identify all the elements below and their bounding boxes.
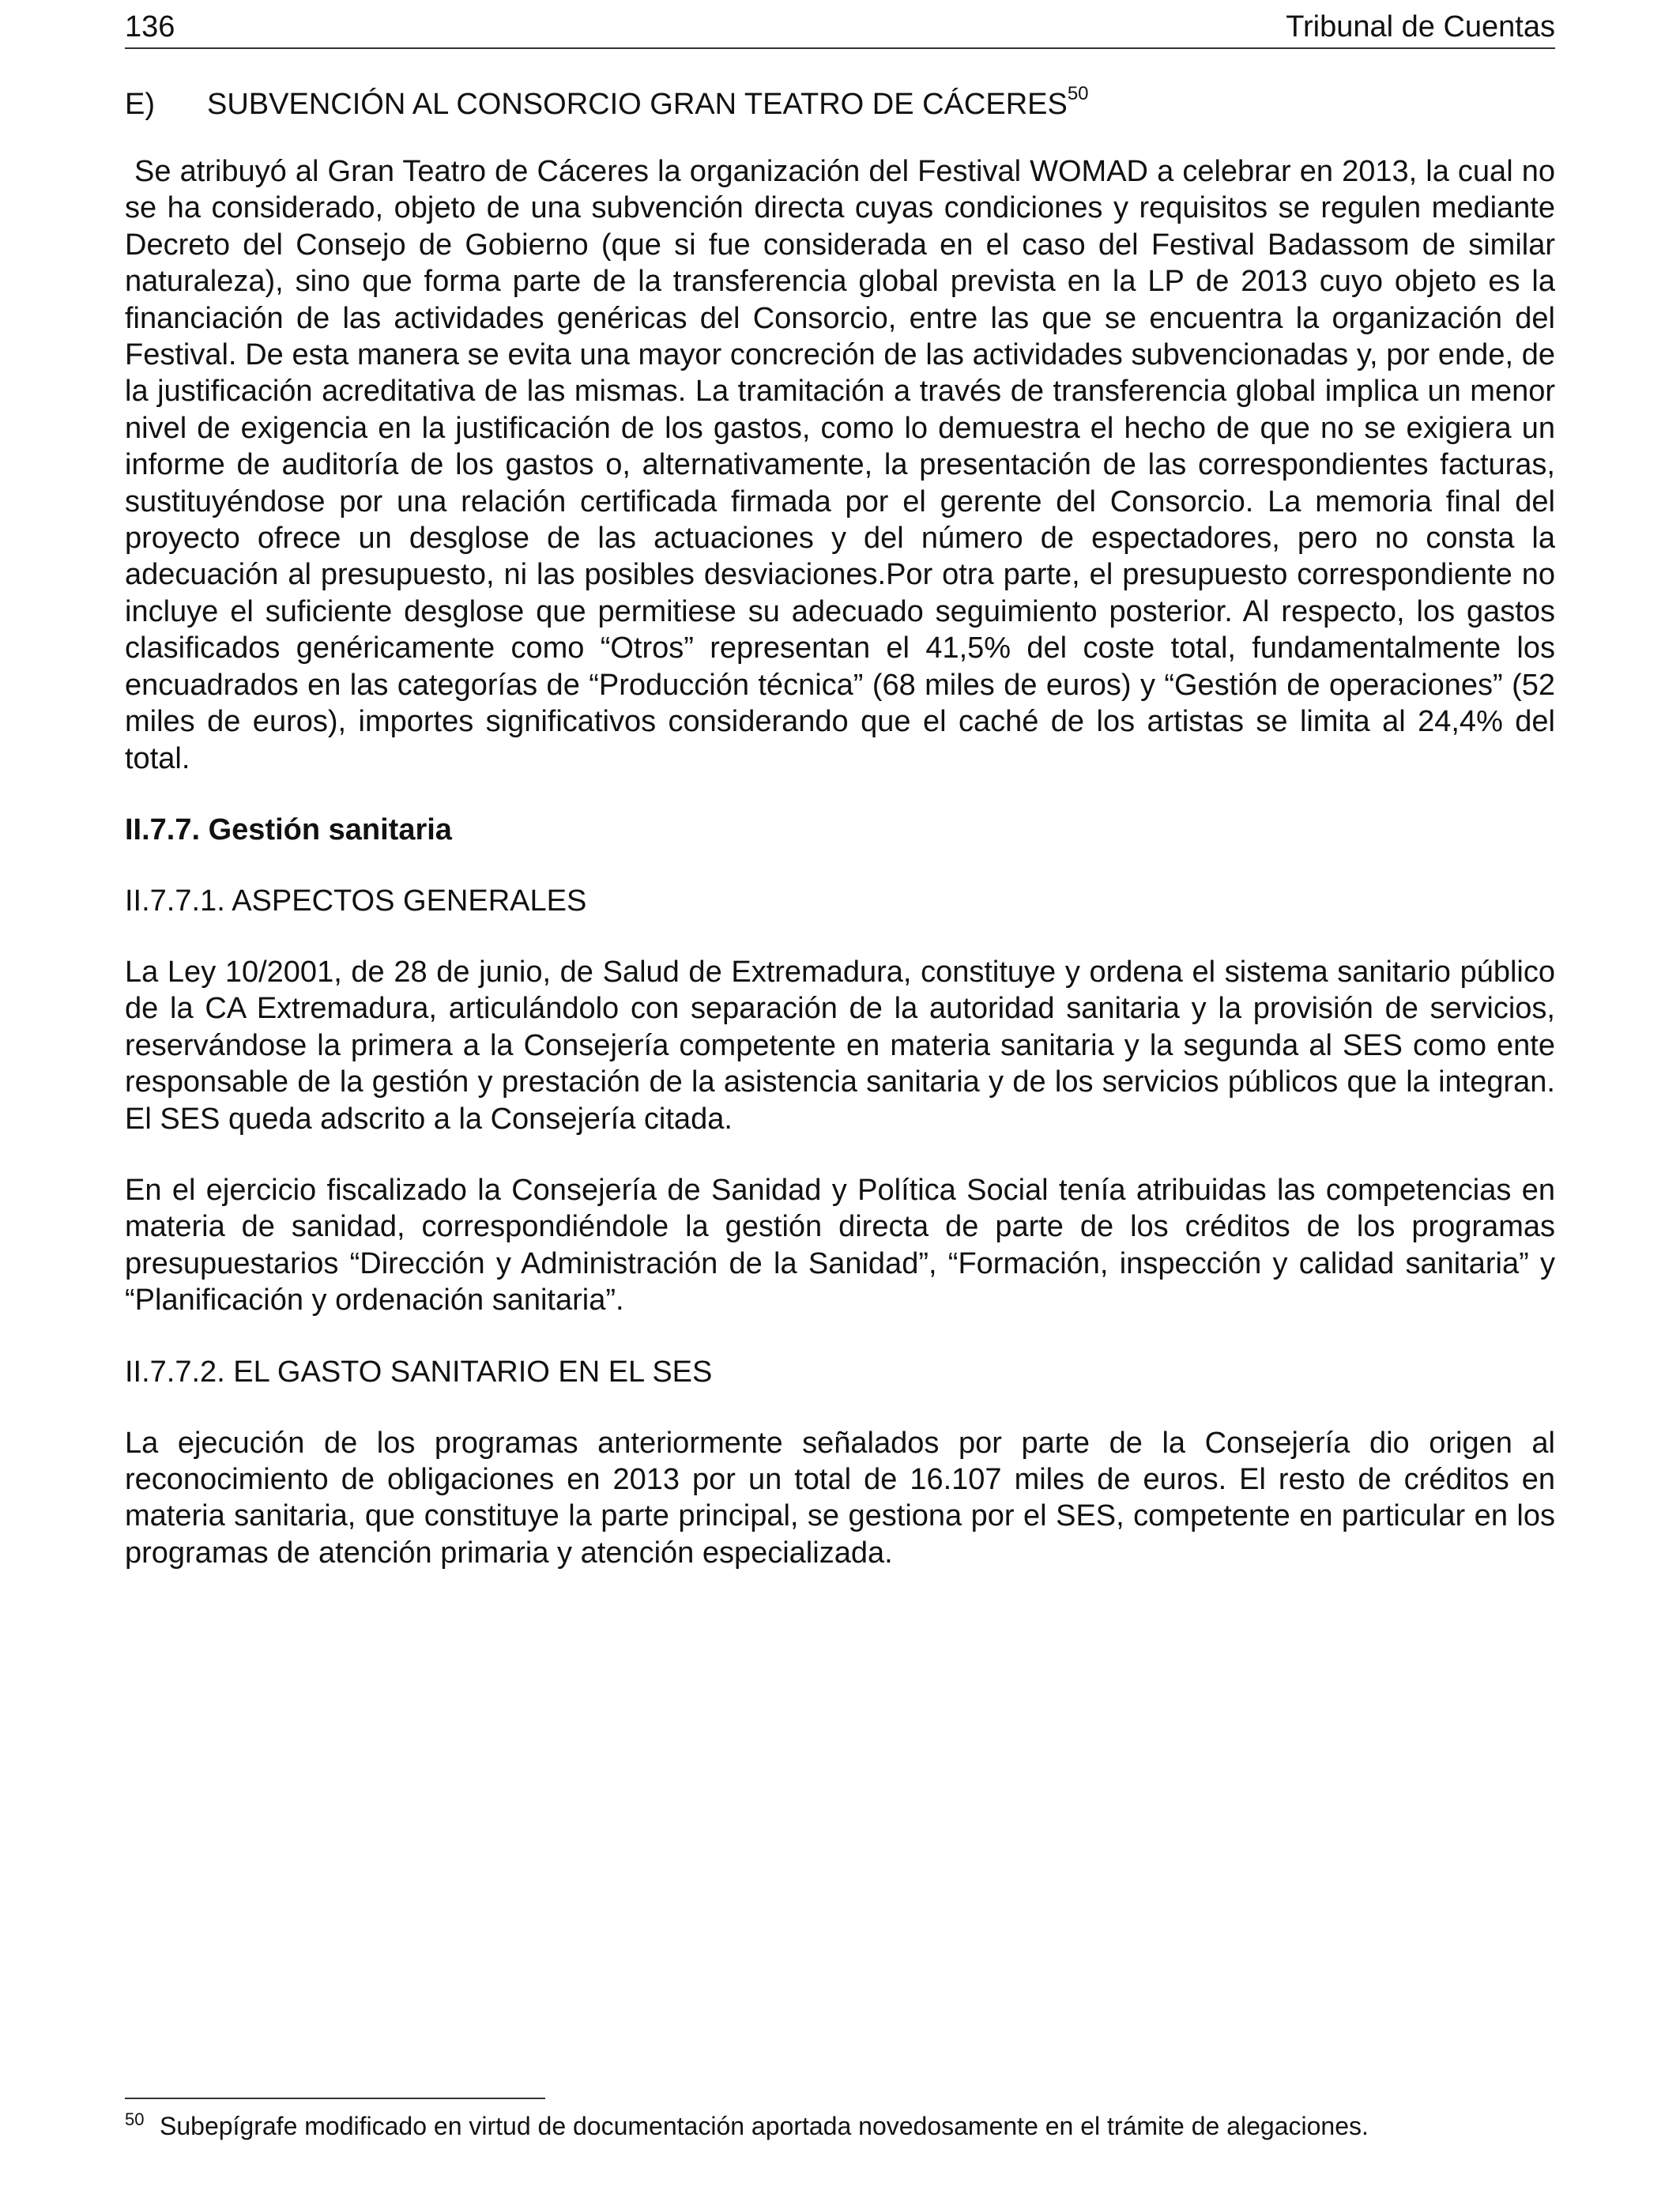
section-ii77-title: II.7.7. Gestión sanitaria <box>125 812 452 846</box>
section-e-heading <box>125 85 1555 123</box>
section-ii771-title: II.7.7.1. ASPECTOS GENERALES <box>125 884 587 918</box>
section-ii772-paragraph-1: La ejecución de los programas anteriormente señalados por parte de la Consejería dio origen al reconocimiento de obligaciones en 2013 por un total de 16.107 miles de euros. El resto de créditos en materia sanitaria, que constituye la parte principal, se gestiona por el SES, competente en particular en los programas de atención primaria y atención especializada. <box>125 1426 1555 1570</box>
running-title: Tribunal de Cuentas <box>1286 10 1555 43</box>
section-e-letter: E) <box>125 88 155 121</box>
section-ii771-paragraph-1: La Ley 10/2001, de 28 de junio, de Salud de Extremadura, constituye y ordena el sistema sanitario público de la CA Extremadura, articulándolo con separación de la autoridad sanitaria y la provisión de servicios, reservándose la primera a la Consejería competente en materia sanitaria y la segunda al SES como ente responsable de la gestión y prestación de la asistencia sanitaria y de los servicios públicos que la integran. El SES queda adscrito a la Consejería citada. <box>125 955 1555 1136</box>
footnote-text: Subepígrafe modificado en virtud de documentación aportada novedosamente en el trámite de alegaciones. <box>160 2112 1369 2140</box>
section-ii771-paragraph-2: En el ejercicio fiscalizado la Consejería de Sanidad y Política Social tenía atribuidas las competencias en materia de sanidad, correspondiéndole la gestión directa de parte de los créditos de los programas presupuestarios “Dirección y Administración de la Sanidad”, “Formación, inspección y calidad sanitaria” y “Planificación y ordenación sanitaria”. <box>125 1173 1555 1318</box>
footnote <box>125 2110 1555 2145</box>
section-e-title: SUBVENCIÓN AL CONSORCIO GRAN TEATRO DE CÁCERES <box>207 88 1068 121</box>
footnote-divider <box>125 2098 545 2099</box>
footnote-reference[interactable]: 50 <box>1067 83 1089 105</box>
footnote-number: 50 <box>125 2109 145 2129</box>
section-e-paragraph: Se atribuyó al Gran Teatro de Cáceres la organización del Festival WOMAD a celebrar en 2013, la cual no se ha considerado, objeto de una subvención directa cuyas condiciones y requisitos se regulen mediante Decreto del Consejo de Gobierno (que si fue considerada en el caso del Festival Badassom de similar naturaleza), sino que forma parte de la transferencia global prevista en la LP de 2013 cuyo objeto es la financiación de las actividades genéricas del Consorcio, entre las que se encuentra la organización del Festival. De esta manera se evita una mayor concreción de las actividades subvencionadas y, por ende, de la justificación acreditativa de las mismas. La tramitación a través de transferencia global implica un menor nivel de exigencia en la justificación de los gastos, como lo demuestra el hecho de que no se exigiera un informe de auditoría de los gastos o, alternativamente, la presentación de las correspondientes facturas, sustituyéndose por una relación certificada firmada por el gerente del Consorcio. La memoria final del proyecto ofrece un desglose de las actuaciones y del número de espectadores, pero no consta la adecuación al presupuesto, ni las posibles desviaciones.Por otra parte, el presupuesto correspondiente no incluye el suficiente desglose que permitiese su adecuado seguimiento posterior. Al respecto, los gastos clasificados genéricamente como “Otros” representan el 41,5% del coste total, fundamentalmente los encuadrados en las categorías de “Producción técnica” (68 miles de euros) y “Gestión de operaciones” (52 miles de euros), importes significativos considerando que el caché de los artistas se limita al 24,4% del total. <box>125 155 1555 775</box>
page-number: 136 <box>125 10 175 43</box>
footnote-area <box>125 2098 1555 2145</box>
page-content <box>125 85 1555 1606</box>
page-header <box>125 8 1555 49</box>
section-ii772-title: II.7.7.2. EL GASTO SANITARIO EN EL SES <box>125 1355 713 1389</box>
